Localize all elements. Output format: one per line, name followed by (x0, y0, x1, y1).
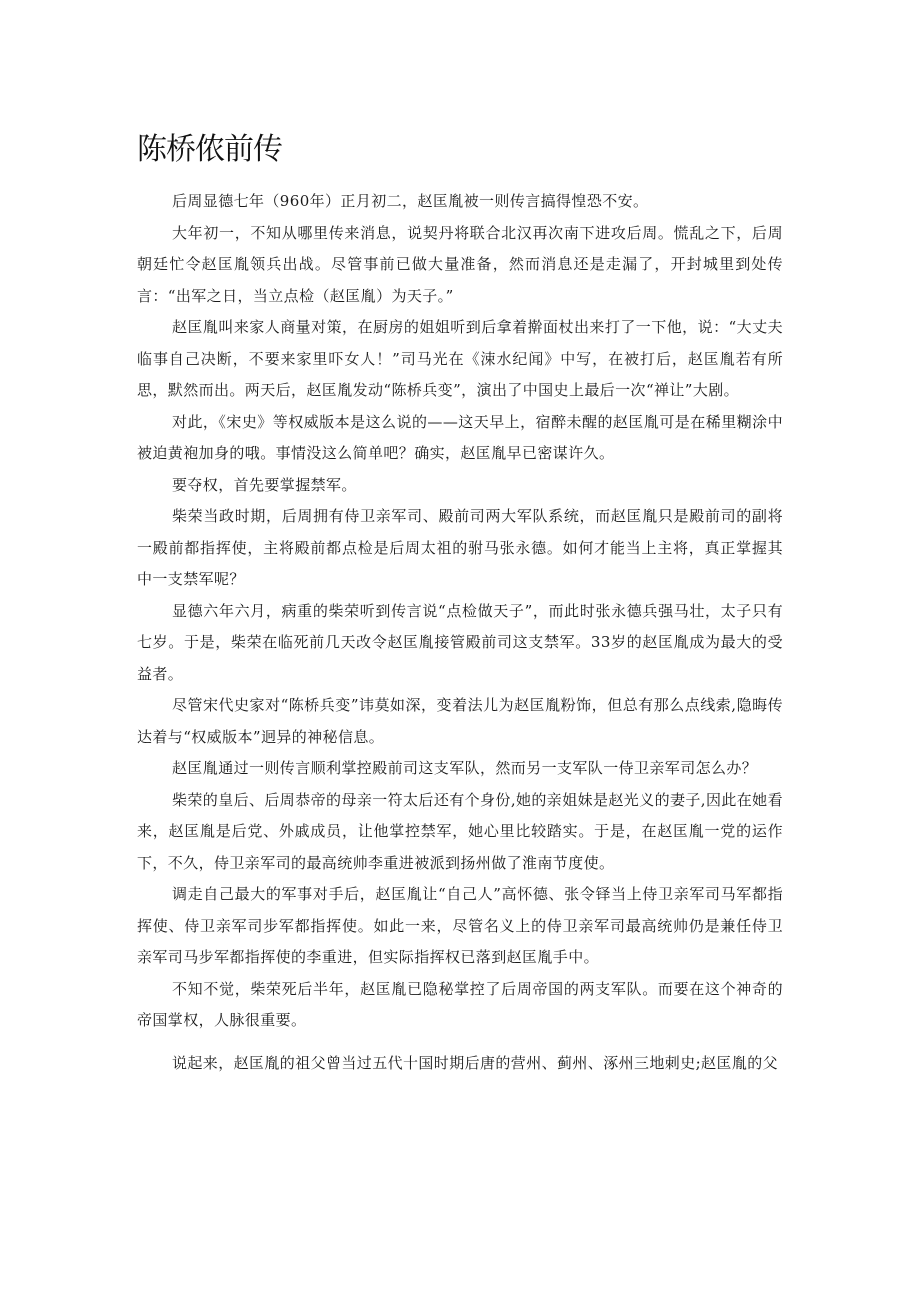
paragraph: 柴荣当政时期，后周拥有侍卫亲军司、殿前司两大军队系统，而赵匡胤只是殿前司的副将一殿前都指挥使，主将殿前都点检是后周太祖的驸马张永德。如何才能当上主将，真正掌握其中一支禁军呢？ (137, 507, 783, 588)
paragraph: 要夺权，首先要掌握禁军。 (172, 475, 357, 494)
paragraph: 柴荣的皇后、后周恭帝的母亲一符太后还有个身份,她的亲姐妹是赵光义的妻子,因此在她看来，赵匡胤是后党、外戚成员，让他掌控禁军，她心里比较踏实。于是，在赵匡胤一党的运作下，不久，侍卫亲军司的最高统帅李重进被派到扬州做了淮南节度使。 (137, 790, 783, 872)
page-title: 陈桥侬前传 (137, 132, 282, 167)
paragraph: 大年初一，不知从哪里传来消息，说契丹将联合北汉再次南下进攻后周。慌乱之下，后周朝廷忙令赵匡胤领兵出战。尽管事前已做大量准备，然而消息还是走漏了，开封城里到处传言：“出军之日，当立点检（赵匡胤）为天子。” (137, 223, 783, 305)
paragraph: 后周显德七年（960年）正月初二，赵匡胤被一则传言搞得惶恐不安。 (172, 192, 649, 210)
paragraph: 显德六年六月，病重的柴荣听到传言说“点检做天子”，而此时张永德兵强马壮，太子只有七岁。于是，柴荣在临死前几天改令赵匡胤接管殿前司这支禁军。33岁的赵匡胤成为最大的受益者。 (137, 601, 783, 683)
paragraph: 尽管宋代史家对“陈桥兵变”讳莫如深，变着法儿为赵匡胤粉饰，但总有那么点线索,隐晦传达着与“权威版本”迥异的神秘信息。 (137, 696, 783, 746)
article-body (137, 186, 783, 1079)
paragraph: 调走自己最大的军事对手后，赵匡胤让“自己人”高怀德、张令铎当上侍卫亲军司马军都指挥使、侍卫亲军司步军都指挥使。如此一来，尽管名义上的侍卫亲军司最高统帅仍是兼任侍卫亲军司马步军都指挥使的李重进，但实际指挥权已落到赵匡胤手中。 (137, 885, 783, 966)
paragraph: 不知不觉，柴荣死后半年，赵匡胤已隐秘掌控了后周帝国的两支军队。而要在这个神奇的帝国掌权，人脉很重要。 (137, 979, 783, 1029)
paragraph: 说起来，赵匡胤的祖父曾当过五代十国时期后唐的营州、蓟州、涿州三地刺史;赵匡胤的父 (172, 1053, 779, 1072)
paragraph: 赵匡胤叫来家人商量对策，在厨房的姐姐听到后拿着擀面杖出来打了一下他，说：“大丈夫临事自己决断，不要来家里吓女人！”司马光在《涑水纪闻》中写，在被打后，赵匡胤若有所思，默然而出。两天后，赵匡胤发动“陈桥兵变”，演出了中国史上最后一次“禅让”大剧。 (137, 318, 783, 399)
paragraph: 赵匡胤通过一则传言顺利掌控殿前司这支军队，然而另一支军队一侍卫亲军司怎么办？ (172, 759, 758, 777)
paragraph: 对此，《宋史》等权威版本是这么说的——这天早上，宿醉未醒的赵匡胤可是在稀里糊涂中被迫黄袍加身的哦。事情没这么简单吧？确实，赵匡胤早已密谋许久。 (137, 412, 783, 462)
